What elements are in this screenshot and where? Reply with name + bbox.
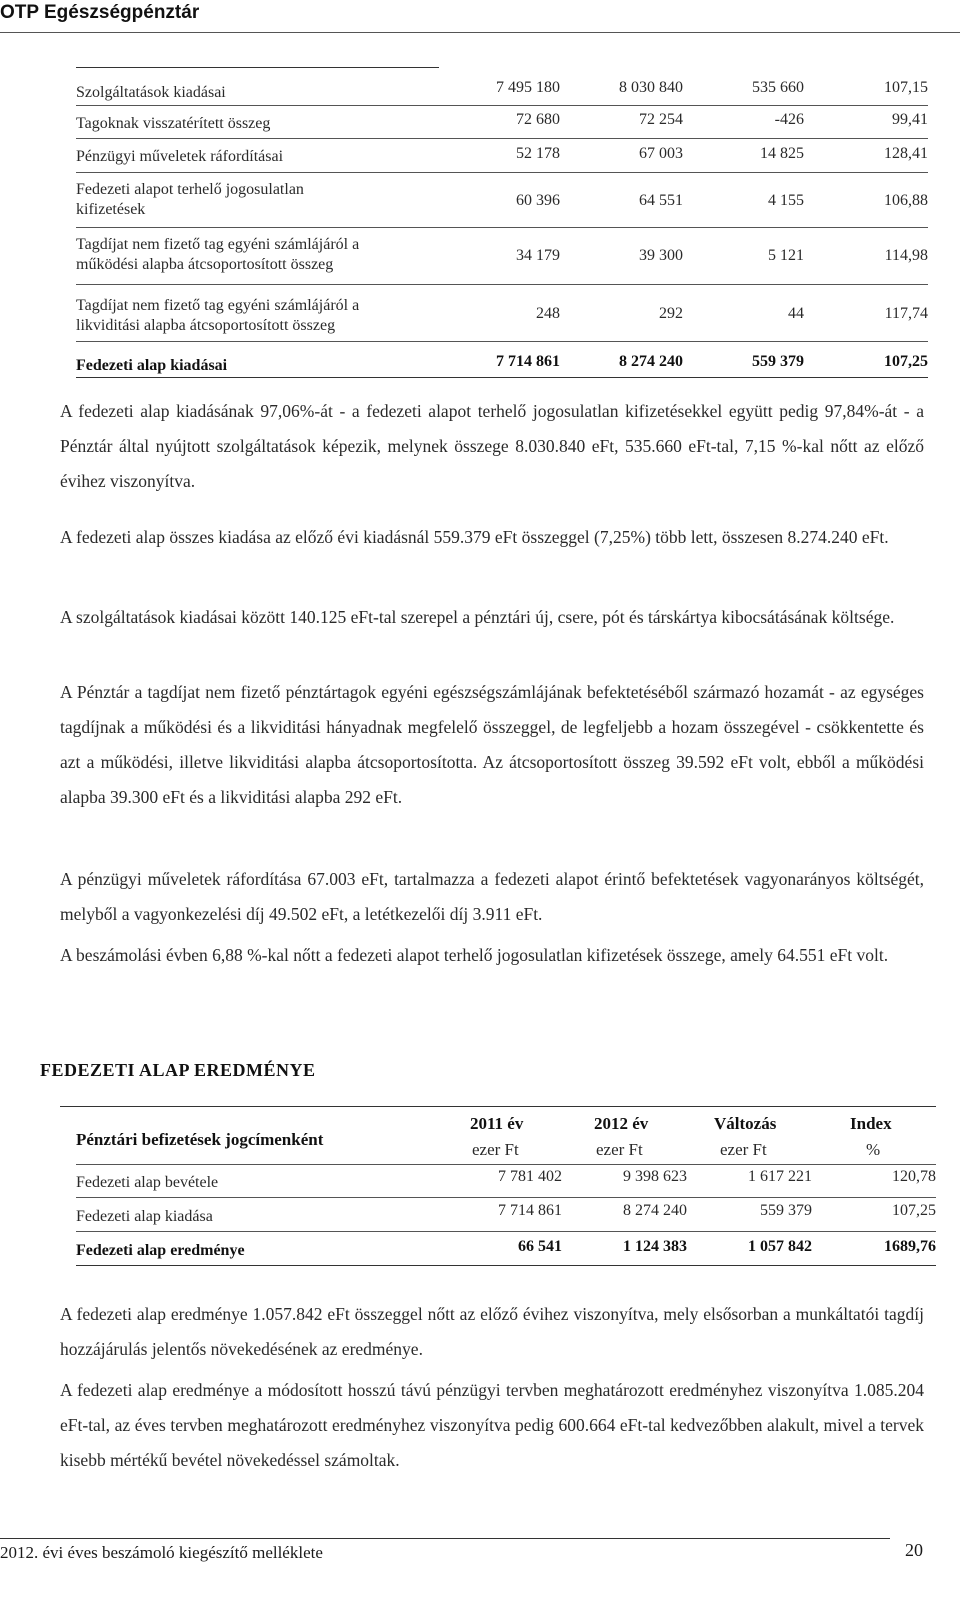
header-row-divider	[76, 1106, 936, 1165]
value-2012: 72 254	[639, 111, 683, 128]
value-2012: 64 551	[639, 192, 683, 209]
paragraph: A fedezeti alap eredménye a módosított hosszú távú pénzügyi tervben meghatározott eredményhez viszonyítva 1.085.204 eFt-tal, az éves tervben meghatározott eredményhez viszonyítva pedig 600.664 eFt-tal kedvezőbben alakult, mivel a tervek kisebb mértékű bevétel növekedéssel számoltak.	[60, 1380, 924, 1470]
paragraph: A fedezeti alap kiadásának 97,06%-át - a fedezeti alapot terhelő jogosulatlan kifizetésekkel együtt pedig 97,84%-át - a Pénztár által nyújtott szolgáltatások képezik, melynek összege 8.030.840 eFt, 535.660 eFt-tal, 7,15 %-kal nőtt az előző évihez viszonyítva.	[60, 401, 924, 491]
value-index: 107,15	[884, 79, 928, 96]
value-2012: 9 398 623	[623, 1168, 687, 1185]
row-label: Szolgáltatások kiadásai	[76, 84, 226, 101]
value-index: 117,74	[884, 305, 928, 322]
table-row	[76, 105, 928, 139]
column-header-2011: 2011 év	[470, 1114, 524, 1133]
value-2011: 7 714 861	[496, 353, 560, 370]
value-2011: 248	[536, 305, 560, 322]
value-index: 107,25	[892, 1202, 936, 1219]
row-label	[76, 180, 304, 220]
value-2012: 8 274 240	[623, 1202, 687, 1219]
footer-text: 2012. évi éves beszámoló kiegészítő melléklete	[0, 1543, 323, 1562]
row-header: Pénztári befizetések jogcímenként	[76, 1130, 324, 1149]
value-change: 44	[788, 305, 804, 322]
row-label: Fedezeti alap bevétele	[76, 1174, 219, 1191]
paragraph: A pénzügyi műveletek ráfordítása 67.003 eFt, tartalmazza a fedezeti alapot érintő befektetések vagyonarányos költségét, melyből a vagyonkezelési díj 49.502 eFt, a letétkezelői díj 3.911 eFt.	[60, 869, 924, 924]
table-row	[76, 1197, 936, 1232]
row-label	[76, 296, 359, 336]
value-index: 120,78	[892, 1168, 936, 1185]
footer-divider	[0, 1538, 890, 1539]
value-index: 1689,76	[884, 1238, 936, 1255]
value-change: 559 379	[752, 353, 804, 370]
value-2011: 72 680	[516, 111, 560, 128]
column-header-index: Index	[850, 1114, 892, 1133]
table-row	[76, 284, 928, 342]
row-label: Fedezeti alap kiadása	[76, 1208, 213, 1225]
row-label-line: kifizetések	[76, 201, 146, 218]
value-change: 1 057 842	[748, 1238, 812, 1255]
value-2012: 8 274 240	[619, 353, 683, 370]
table-row	[76, 75, 928, 106]
row-label-line: Fedezeti alapot terhelő jogosulatlan	[76, 181, 304, 198]
document-header-title: OTP Egészségpénztár	[0, 2, 200, 23]
value-2011: 52 178	[516, 145, 560, 162]
value-2011: 66 541	[518, 1238, 562, 1255]
row-label: Fedezeti alap kiadásai	[76, 357, 228, 374]
value-2012: 39 300	[639, 247, 683, 264]
value-change: 559 379	[760, 1202, 812, 1219]
column-header-change: Változás	[714, 1114, 777, 1133]
value-2011: 60 396	[516, 192, 560, 209]
value-2011: 7 781 402	[498, 1168, 562, 1185]
paragraph: A fedezeti alap eredménye 1.057.842 eFt összeggel nőtt az előző évihez viszonyítva, mely elsősorban a munkáltatói tagdíj hozzájárulás jelentős növekedésének az eredménye.	[60, 1304, 924, 1359]
value-index: 128,41	[884, 145, 928, 162]
table-top-rule	[76, 67, 439, 68]
paragraph: A beszámolási évben 6,88 %-kal nőtt a fedezeti alapot terhelő jogosulatlan kifizetések összege, amely 64.551 eFt volt.	[60, 945, 889, 965]
row-label-line: Tagdíjat nem fizető tag egyéni számlájáról a	[76, 297, 360, 314]
header-divider	[0, 32, 960, 33]
value-change: 14 825	[760, 145, 804, 162]
value-2011: 7 714 861	[498, 1202, 562, 1219]
value-2011: 34 179	[516, 247, 560, 264]
value-2011: 7 495 180	[496, 79, 560, 96]
value-change: -426	[774, 111, 804, 128]
table-row	[76, 1164, 936, 1198]
row-label	[76, 235, 359, 275]
table-row	[76, 138, 928, 173]
paragraph: A szolgáltatások kiadásai között 140.125 eFt-tal szerepel a pénztári új, csere, pót és társkártya kibocsátásának költsége.	[60, 607, 895, 627]
row-label: Tagoknak visszatérített összeg	[76, 115, 271, 132]
value-2012: 292	[659, 305, 683, 322]
row-label: Fedezeti alap eredménye	[76, 1242, 245, 1259]
row-label: Pénzügyi műveletek ráfordításai	[76, 148, 284, 165]
value-index: 107,25	[884, 353, 928, 370]
paragraph: A fedezeti alap összes kiadása az előző évi kiadásnál 559.379 eFt összeggel (7,25%) több lett, összesen 8.274.240 eFt.	[60, 527, 889, 547]
value-change: 535 660	[752, 79, 804, 96]
value-2012: 67 003	[639, 145, 683, 162]
value-change: 5 121	[768, 247, 804, 264]
value-index: 114,98	[884, 247, 928, 264]
page-number: 20	[905, 1540, 923, 1560]
column-unit: ezer Ft	[472, 1140, 519, 1159]
table-row	[76, 227, 928, 285]
column-unit: ezer Ft	[596, 1140, 643, 1159]
value-change: 4 155	[768, 192, 804, 209]
column-unit: %	[866, 1140, 881, 1159]
row-label-line: Tagdíjat nem fizető tag egyéni számlájáról a	[76, 236, 360, 253]
value-2012: 1 124 383	[623, 1238, 687, 1255]
value-change: 1 617 221	[748, 1168, 812, 1185]
table-total-row	[76, 1231, 936, 1266]
value-2012: 8 030 840	[619, 79, 683, 96]
row-label-line: működési alapba átcsoportosított összeg	[76, 256, 334, 273]
value-index: 106,88	[884, 192, 928, 209]
column-header-2012: 2012 év	[594, 1114, 649, 1133]
table-row	[76, 172, 928, 228]
paragraph: A Pénztár a tagdíjat nem fizető pénztártagok egyéni egészségszámlájának befektetéséből származó hozamát - az egységes tagdíjnak a működési és a likviditási hányadnak megfelelő összeggel, de legfeljebb a hozam összegével - csökkentette és azt a működési, illetve likviditási alapba átcsoportosította. Az átcsoportosított összeg 39.592 eFt volt, ebből a működési alapba 39.300 eFt és a likviditási alapba 292 eFt.	[60, 682, 924, 807]
column-unit: ezer Ft	[720, 1140, 767, 1159]
section-heading: FEDEZETI ALAP EREDMÉNYE	[40, 1060, 316, 1080]
value-index: 99,41	[892, 111, 928, 128]
table-total-row	[76, 341, 928, 378]
row-label-line: likviditási alapba átcsoportosított összeg	[76, 317, 336, 334]
